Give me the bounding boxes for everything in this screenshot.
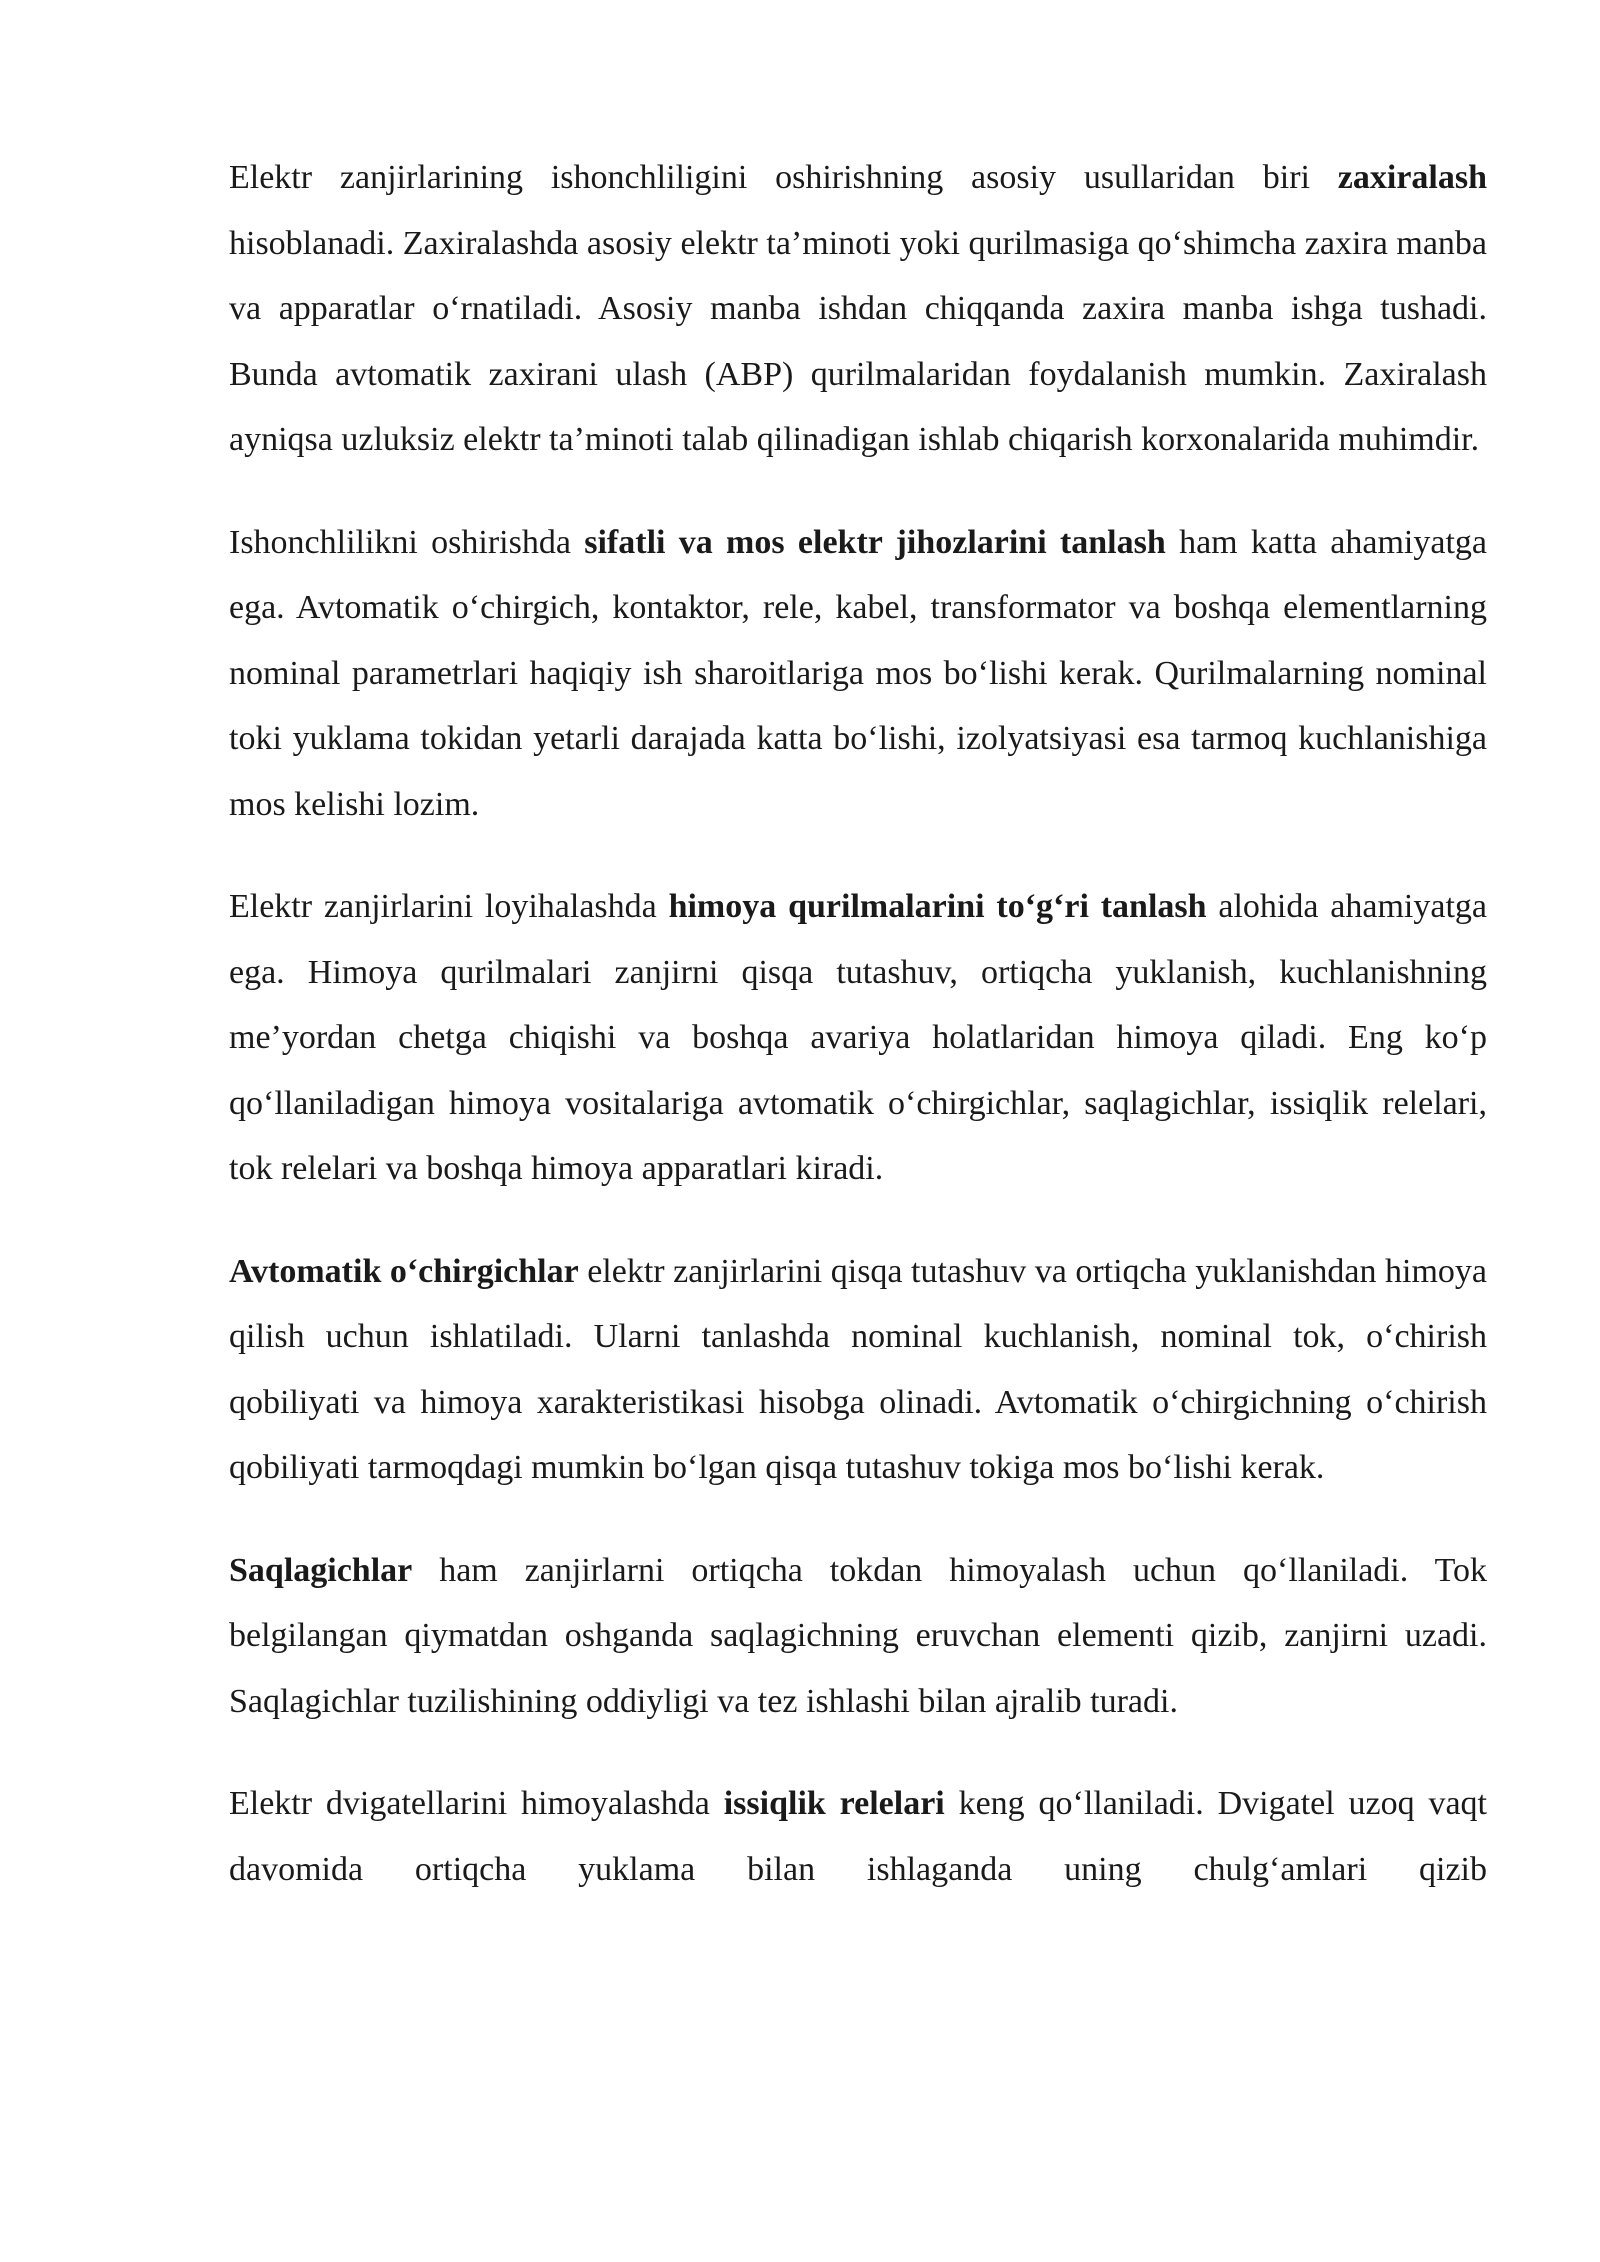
paragraph-text: Elektr zanjirlarining ishonchliligini oshirishning asosiy usullaridan biri — [229, 159, 1338, 196]
bold-term: Avtomatik o‘chirgichlar — [229, 1252, 579, 1290]
bold-term: sifatli va mos elektr jihozlarini tanlash — [584, 523, 1166, 561]
paragraph-text: ham zanjirlarni ortiqcha tokdan himoyalash uchun qo‘llaniladi. Tok belgilangan qiymatdan oshganda saqlagichning eruvchan elementi qizib, zanjirni uzadi. Saqlagichlar tuzilishining oddiyligi va tez ishlashi bilan ajralib turadi. — [229, 1551, 1487, 1720]
bold-term: zaxiralash — [1337, 159, 1487, 196]
paragraph-himoya-qurilmalari — [229, 874, 1487, 1202]
paragraph-text: hisoblanadi. Zaxiralashda asosiy elektr ta’minoti yoki qurilmasiga qo‘shimcha zaxira manba va apparatlar o‘rnatiladi. Asosiy manba ishdan chiqqanda zaxira manba ishga tushadi. Bunda avtomatik zaxirani ulash (ABP) qurilmalaridan foydalanish mumkin. Zaxiralash ayniqsa uzluksiz elektr ta’minoti talab qilinadigan ishlab chiqarish korxonalarida muhimdir. — [229, 224, 1487, 458]
paragraph-text: keng qo‘llaniladi. Dvigatel uzoq vaqt davomida ortiqcha yuklama bilan ishlaganda uning chulg‘amlari qizib — [229, 1785, 1487, 1888]
paragraph-zaxiralash — [229, 145, 1487, 473]
paragraph-text: alohida ahamiyatga ega. Himoya qurilmalari zanjirni qisqa tutashuv, ortiqcha yuklanish, kuchlanishning me’yordan chetga chiqishi va boshqa avariya holatlaridan himoya qiladi. Eng ko‘p qo‘llaniladigan himoya vositalariga avtomatik o‘chirgichlar, saqlagichlar, issiqlik relelari, tok relelari va boshqa himoya apparatlari kiradi. — [229, 888, 1487, 1187]
paragraph-text: elektr zanjirlarini qisqa tutashuv va ortiqcha yuklanishdan himoya qilish uchun ishlatiladi. Ularni tanlashda nominal kuchlanish, nominal tok, o‘chirish qobiliyati va himoya xarakteristikasi hisobga olinadi. Avtomatik o‘chirgichning o‘chirish qobiliyati tarmoqdagi mumkin bo‘lgan qisqa tutashuv tokiga mos bo‘lishi kerak. — [229, 1252, 1488, 1486]
paragraph-text: Elektr zanjirlarini loyihalashda — [229, 888, 669, 925]
bold-term: himoya qurilmalarini to‘g‘ri tanlash — [668, 888, 1207, 925]
paragraph-saqlagichlar — [229, 1538, 1487, 1735]
bold-term: Saqlagichlar — [229, 1551, 413, 1589]
paragraph-avtomatik-ochirgichlar — [229, 1239, 1487, 1501]
bold-term: issiqlik relelari — [723, 1785, 945, 1822]
paragraph-issiqlik-relelari — [229, 1771, 1487, 1902]
paragraph-jihozlar-tanlash — [229, 510, 1487, 838]
paragraph-text: ham katta ahamiyatga ega. Avtomatik o‘chirgich, kontaktor, rele, kabel, transformator va boshqa elementlarning nominal parametrlari haqiqiy ish sharoitlariga mos bo‘lishi kerak. Qurilmalarning nominal toki yuklama tokidan yetarli darajada katta bo‘lishi, izolyatsiyasi esa tarmoq kuchlanishiga mos kelishi lozim. — [229, 523, 1487, 823]
paragraph-text: Ishonchlilikni oshirishda — [229, 523, 585, 561]
document-body — [229, 145, 1487, 1939]
paragraph-text: Elektr dvigatellarini himoyalashda — [229, 1785, 724, 1822]
